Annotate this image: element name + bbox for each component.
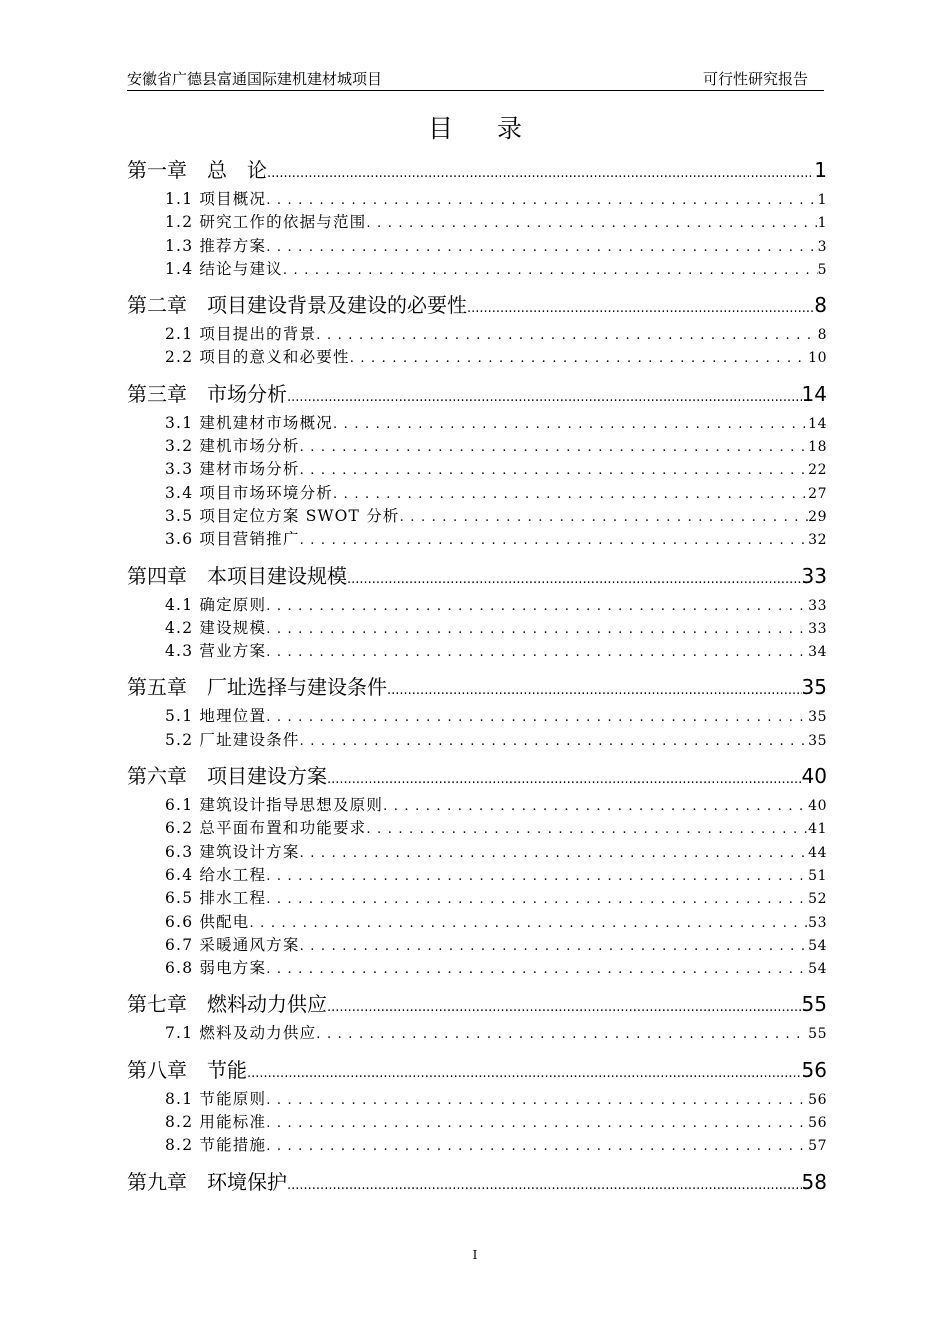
toc-chapter-page: 55 <box>801 992 827 1017</box>
toc-section-entry[interactable] <box>127 528 827 551</box>
toc-chapter-entry[interactable] <box>127 287 827 323</box>
toc-leader-dots <box>266 1134 808 1157</box>
toc-leader-dots <box>266 1111 808 1134</box>
toc-section-page: 40 <box>808 798 827 815</box>
toc-leader-dots <box>283 258 818 281</box>
toc-section-entry[interactable] <box>127 188 827 211</box>
toc-section-page: 57 <box>808 1138 827 1155</box>
toc-section-page: 55 <box>808 1026 827 1043</box>
toc-leader-dots <box>383 794 808 817</box>
toc-leader-dots <box>366 211 817 234</box>
toc-chapter-page: 58 <box>801 1169 827 1194</box>
toc-section-label: 6.7 采暖通风方案 <box>165 935 300 954</box>
toc-section-label: 1.4 结论与建议 <box>165 259 283 278</box>
toc-chapter-label: 第一章 总 论 <box>127 158 267 182</box>
toc-chapter-entry[interactable] <box>127 986 827 1022</box>
toc-chapter-label: 第六章 项目建设方案 <box>127 764 327 789</box>
toc-leader-dots <box>467 287 814 323</box>
toc-section-entry[interactable] <box>127 346 827 369</box>
toc-leader-dots <box>366 817 808 840</box>
toc-section-entry[interactable] <box>127 505 827 528</box>
toc-section-page: 53 <box>808 914 827 931</box>
toc-chapter-page: 35 <box>801 675 827 700</box>
toc-chapter-label: 第七章 燃料动力供应 <box>127 992 327 1017</box>
toc-leader-dots <box>266 705 808 728</box>
toc-chapter-label: 第三章 市场分析 <box>127 381 287 406</box>
toc-leader-dots <box>333 412 808 435</box>
toc-leader-dots <box>300 841 809 864</box>
toc-section-label: 2.2 项目的意义和必要性 <box>165 348 350 367</box>
toc-leader-dots <box>266 864 808 887</box>
toc-chapter-label: 第八章 节能 <box>127 1057 247 1082</box>
toc-section-label: 8.2 节能措施 <box>165 1136 267 1155</box>
toc-section-page: 35 <box>808 709 827 726</box>
toc-section-label: 7.1 燃料及动力供应 <box>165 1024 317 1043</box>
toc-section-entry[interactable] <box>127 1111 827 1134</box>
toc-section-page: 29 <box>808 508 827 525</box>
toc-section-page: 41 <box>808 821 827 838</box>
header-report-type: 可行性研究报告 <box>702 70 808 88</box>
toc-section-label: 4.3 营业方案 <box>165 642 267 661</box>
toc-leader-dots <box>287 1164 802 1200</box>
toc-section-label: 3.5 项目定位方案 SWOT 分析 <box>165 506 400 525</box>
toc-section-page: 44 <box>808 844 827 861</box>
toc-chapter-label: 第四章 本项目建设规模 <box>127 563 347 588</box>
toc-chapter-page: 40 <box>801 764 827 789</box>
toc-leader-dots <box>300 528 809 551</box>
toc-section-label: 6.3 建筑设计方案 <box>165 842 300 861</box>
toc-leader-dots <box>266 1088 808 1111</box>
toc-section-label: 8.1 节能原则 <box>165 1089 267 1108</box>
toc-section-label: 3.1 建机建材市场概况 <box>165 413 333 432</box>
toc-section-label: 1.2 研究工作的依据与范围 <box>165 213 367 232</box>
toc-leader-dots <box>347 558 802 594</box>
toc-section-entry[interactable] <box>127 1088 827 1111</box>
toc-section-page: 14 <box>808 415 827 432</box>
toc-section-page: 27 <box>808 485 827 502</box>
toc-section-entry[interactable] <box>127 1022 827 1045</box>
toc-section-label: 6.2 总平面布置和功能要求 <box>165 819 367 838</box>
toc-section-page: 10 <box>808 350 827 367</box>
toc-chapter-page: 33 <box>801 563 827 588</box>
toc-chapter-entry[interactable] <box>127 1164 827 1200</box>
toc-section-label: 6.1 建筑设计指导思想及原则 <box>165 796 384 815</box>
toc-chapter-entry[interactable] <box>127 152 827 188</box>
toc-chapter-page: 14 <box>801 381 827 406</box>
page-number: I <box>472 1248 478 1262</box>
toc-chapter-entry[interactable] <box>127 376 827 412</box>
toc-leader-dots <box>327 986 802 1022</box>
toc-section-entry[interactable] <box>127 705 827 728</box>
toc-section-entry[interactable] <box>127 594 827 617</box>
toc-section-label: 3.3 建材市场分析 <box>165 460 300 479</box>
toc-section-entry[interactable] <box>127 323 827 346</box>
toc-section-page: 3 <box>817 238 827 255</box>
toc-section-entry[interactable] <box>127 435 827 458</box>
toc-section-label: 6.6 供配电 <box>165 912 250 931</box>
toc-leader-dots <box>266 235 817 258</box>
toc-section-label: 8.2 用能标准 <box>165 1113 267 1132</box>
toc-leader-dots <box>316 323 817 346</box>
page-header <box>127 70 824 91</box>
toc-leader-dots <box>327 758 802 794</box>
toc-chapter-page: 56 <box>801 1057 827 1082</box>
toc-section-entry[interactable] <box>127 211 827 234</box>
toc-leader-dots <box>266 887 808 910</box>
toc-section-entry[interactable] <box>127 957 827 980</box>
toc-section-page: 54 <box>808 937 827 954</box>
toc-section-entry[interactable] <box>127 258 827 281</box>
toc-chapter-entry[interactable] <box>127 558 827 594</box>
toc-leader-dots <box>316 1022 808 1045</box>
toc-leader-dots <box>249 911 808 934</box>
toc-section-page: 51 <box>808 867 827 884</box>
toc-section-entry[interactable] <box>127 817 827 840</box>
toc-section-entry[interactable] <box>127 482 827 505</box>
toc-section-label: 4.2 建设规模 <box>165 618 267 637</box>
toc-section-entry[interactable] <box>127 412 827 435</box>
toc-section-entry[interactable] <box>127 458 827 481</box>
toc-title: 目录 <box>427 114 566 143</box>
toc-section-page: 18 <box>808 439 827 456</box>
toc-section-page: 52 <box>808 891 827 908</box>
toc-leader-dots <box>300 729 809 752</box>
toc-section-label: 6.4 给水工程 <box>165 865 267 884</box>
header-project-name: 安徽省广德县富通国际建机建材城项目 <box>127 70 383 88</box>
toc-leader-dots <box>267 152 814 188</box>
toc-chapter-page: 8 <box>814 293 827 318</box>
toc-section-label: 5.2 厂址建设条件 <box>165 730 300 749</box>
toc-section-entry[interactable] <box>127 640 827 663</box>
toc-section-entry[interactable] <box>127 729 827 752</box>
toc-section-page: 54 <box>808 961 827 978</box>
toc-leader-dots <box>387 669 802 705</box>
toc-leader-dots <box>266 640 808 663</box>
toc-section-entry[interactable] <box>127 911 827 934</box>
toc-section-label: 3.4 项目市场环境分析 <box>165 483 333 502</box>
toc-leader-dots <box>266 594 808 617</box>
toc-section-page: 33 <box>808 597 827 614</box>
toc-section-entry[interactable] <box>127 934 827 957</box>
toc-section-entry[interactable] <box>127 617 827 640</box>
toc-section-label: 6.5 排水工程 <box>165 889 267 908</box>
toc-section-page: 56 <box>808 1115 827 1132</box>
toc-section-entry[interactable] <box>127 864 827 887</box>
toc-leader-dots <box>350 346 808 369</box>
toc-section-entry[interactable] <box>127 887 827 910</box>
toc-leader-dots <box>266 957 808 980</box>
toc-section-label: 3.6 项目营销推广 <box>165 530 300 549</box>
toc-section-page: 35 <box>808 732 827 749</box>
toc-leader-dots <box>300 458 809 481</box>
toc-section-label: 5.1 地理位置 <box>165 707 267 726</box>
toc-section-label: 1.1 项目概况 <box>165 190 267 208</box>
toc-leader-dots <box>287 376 802 412</box>
toc-chapter-label: 第二章 项目建设背景及建设的必要性 <box>127 293 467 318</box>
toc-section-label: 2.1 项目提出的背景 <box>165 325 317 344</box>
toc-section-page: 34 <box>808 644 827 661</box>
toc-leader-dots <box>300 435 809 458</box>
toc-section-entry[interactable] <box>127 841 827 864</box>
table-of-contents <box>127 150 827 1204</box>
toc-section-page: 1 <box>817 192 827 208</box>
toc-chapter-label: 第九章 环境保护 <box>127 1169 287 1194</box>
toc-section-label: 3.2 建机市场分析 <box>165 437 300 456</box>
toc-leader-dots <box>247 1052 802 1088</box>
toc-section-page: 33 <box>808 620 827 637</box>
toc-section-label: 6.8 弱电方案 <box>165 959 267 978</box>
toc-chapter-entry[interactable] <box>127 1052 827 1088</box>
toc-section-entry[interactable] <box>127 794 827 817</box>
toc-leader-dots <box>300 934 809 957</box>
toc-section-page: 5 <box>817 261 827 278</box>
toc-section-page: 56 <box>808 1091 827 1108</box>
toc-chapter-entry[interactable] <box>127 669 827 705</box>
toc-section-entry[interactable] <box>127 235 827 258</box>
toc-section-entry[interactable] <box>127 1134 827 1157</box>
toc-section-page: 22 <box>808 462 827 479</box>
toc-chapter-label: 第五章 厂址选择与建设条件 <box>127 675 387 700</box>
toc-leader-dots <box>266 188 817 211</box>
toc-chapter-page: 1 <box>814 158 827 182</box>
toc-section-label: 4.1 确定原则 <box>165 595 267 614</box>
toc-section-page: 32 <box>808 532 827 549</box>
toc-leader-dots <box>400 505 809 528</box>
toc-section-label: 1.3 推荐方案 <box>165 236 267 255</box>
toc-leader-dots <box>333 482 808 505</box>
toc-leader-dots <box>266 617 808 640</box>
toc-section-page: 8 <box>817 327 827 344</box>
toc-chapter-entry[interactable] <box>127 758 827 794</box>
toc-section-page: 1 <box>817 215 827 232</box>
